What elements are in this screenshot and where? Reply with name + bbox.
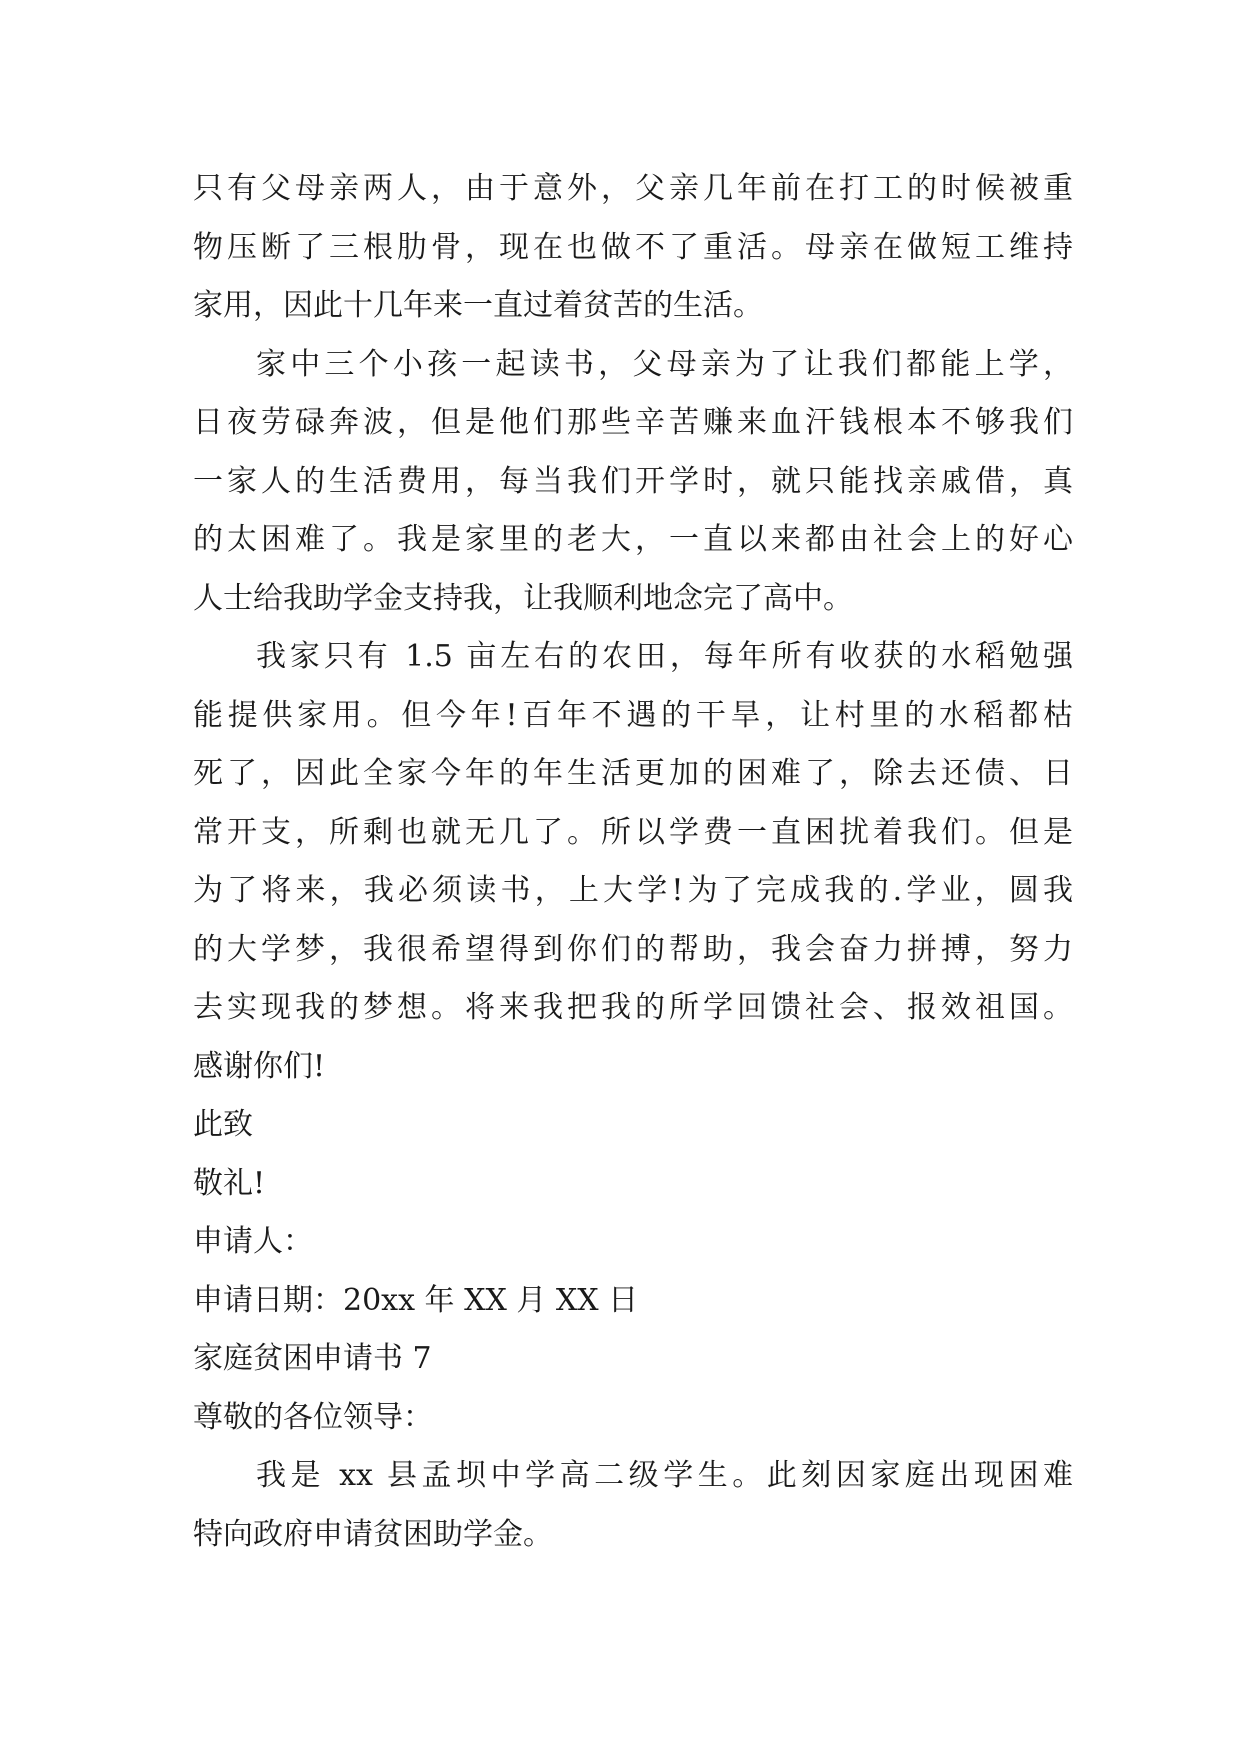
text-line: 只有父母亲两人，由于意外，父亲几年前在打工的时候被重 bbox=[193, 171, 1073, 206]
text-line: 家用，因此十几年来一直过着贫苦的生活。 bbox=[193, 288, 763, 323]
text-line: 的大学梦，我很希望得到你们的帮助，我会奋力拼搏，努力 bbox=[193, 931, 1073, 967]
text-line: 一家人的生活费用，每当我们开学时，就只能找亲戚借，真 bbox=[193, 463, 1073, 499]
text-line: 我是 xx 县孟坝中学高二级学生。此刻因家庭出现困难 bbox=[256, 1458, 1073, 1493]
closing-salutation: 此致 bbox=[193, 1107, 253, 1142]
text-line: 日夜劳碌奔波，但是他们那些辛苦赚来血汗钱根本不够我们 bbox=[193, 405, 1073, 440]
application-date: 申请日期：20xx 年 XX 月 XX 日 bbox=[193, 1282, 639, 1318]
applicant-signature-line: 申请人： bbox=[193, 1224, 313, 1259]
text-line: 我家只有 1.5 亩左右的农田，每年所有收获的水稻勉强 bbox=[256, 639, 1073, 674]
closing-regards: 敬礼! bbox=[193, 1165, 266, 1201]
text-line: 为了将来，我必须读书，上大学!为了完成我的.学业，圆我 bbox=[193, 873, 1073, 908]
text-line: 人士给我助学金支持我，让我顺利地念完了高中。 bbox=[193, 580, 853, 616]
text-line: 死了，因此全家今年的年生活更加的困难了，除去还债、日 bbox=[193, 756, 1073, 791]
document-body bbox=[193, 160, 1073, 1564]
paragraph-family-situation bbox=[193, 160, 1073, 336]
paragraph-farmland-drought bbox=[193, 628, 1073, 1096]
next-document-greeting: 尊敬的各位领导： bbox=[193, 1399, 433, 1435]
text-line: 特向政府申请贫困助学金。 bbox=[193, 1516, 553, 1552]
text-line: 的太困难了。我是家里的老大，一直以来都由社会上的好心 bbox=[193, 522, 1073, 557]
paragraph-three-children bbox=[193, 336, 1073, 629]
text-line: 能提供家用。但今年!百年不遇的干旱，让村里的水稻都枯 bbox=[193, 697, 1073, 733]
text-line: 家中三个小孩一起读书，父母亲为了让我们都能上学， bbox=[256, 346, 1073, 382]
paragraph-student-intro bbox=[193, 1447, 1073, 1564]
text-line: 常开支，所剩也就无几了。所以学费一直困扰着我们。但是 bbox=[193, 814, 1073, 850]
text-line: 感谢你们! bbox=[193, 1048, 326, 1084]
text-line: 去实现我的梦想。将来我把我的所学回馈社会、报效祖国。 bbox=[193, 990, 1073, 1025]
next-document-title: 家庭贫困申请书 7 bbox=[193, 1341, 432, 1376]
text-line: 物压断了三根肋骨，现在也做不了重活。母亲在做短工维持 bbox=[193, 229, 1073, 265]
